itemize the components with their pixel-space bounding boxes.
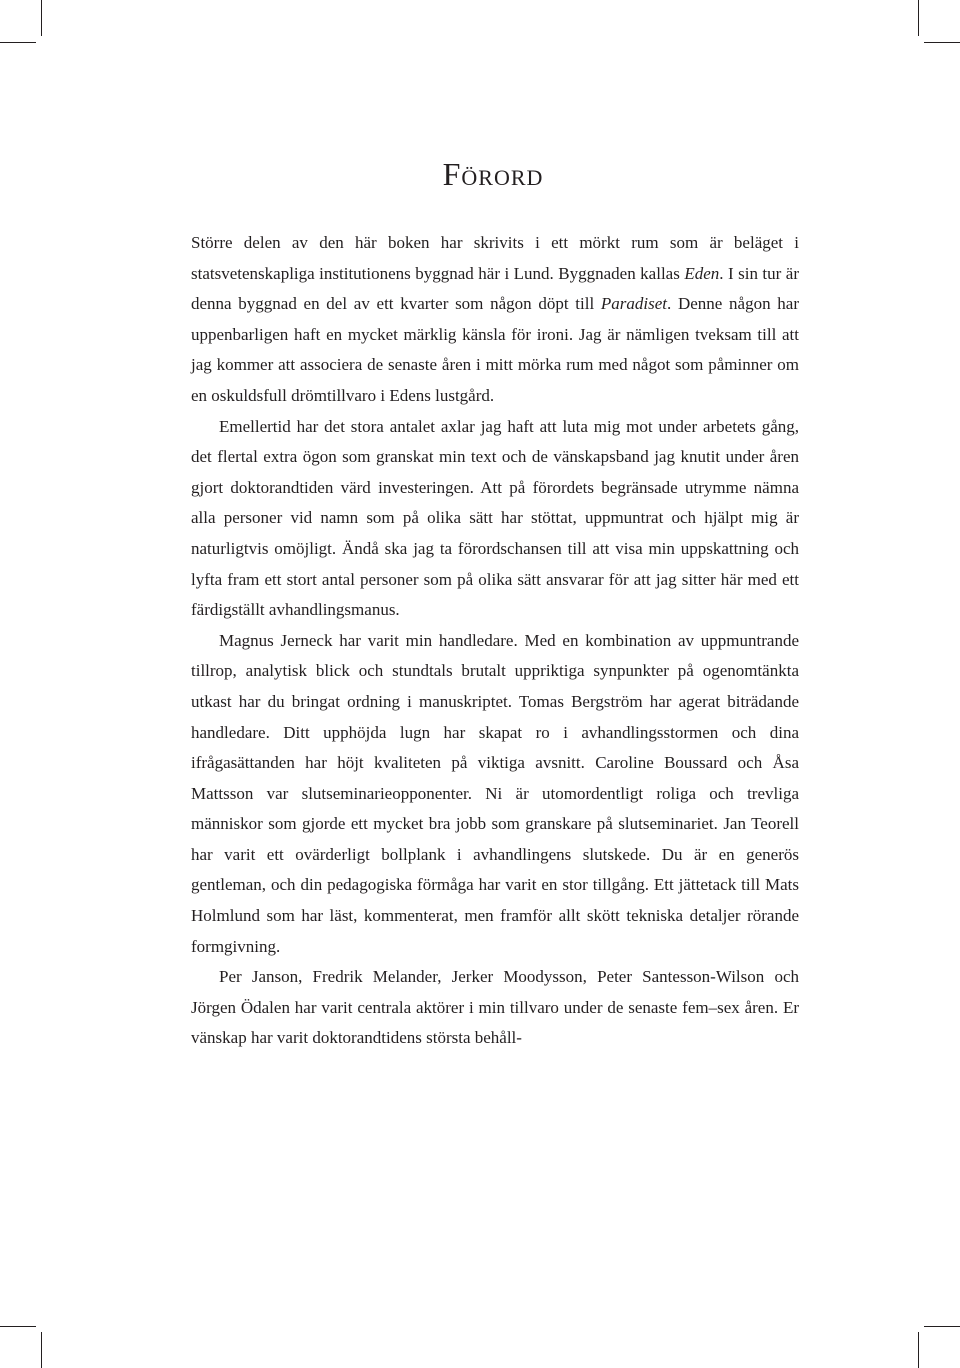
text-span: Större delen av den här boken har skrivits i ett mörkt rum som är beläget i statsvetenskapliga institutionens byggnad här i Lund. Byggnaden kallas (191, 233, 799, 283)
crop-mark (918, 1332, 919, 1368)
paragraph-4 (191, 962, 799, 1054)
paragraph-2 (191, 412, 799, 626)
crop-mark (924, 42, 960, 43)
italic-text-span: Paradiset (600, 294, 668, 314)
text-span: . I sin tur är denna byggnad en del av ett kvarter som någon döpt till (191, 263, 799, 314)
crop-mark (41, 0, 42, 36)
text-span: Per Janson, Fredrik Melander, Jerker Moodysson, Peter Santesson-Wilson och Jörgen Ödalen har varit centrala aktörer i min tillvaro under de senaste fem–sex åren. Er vänskap har varit doktorandtidens största behåll- (191, 967, 799, 1048)
text-span: . Denne någon har uppenbarligen haft en mycket märklig känsla för ironi. Jag är nämligen tveksam till att jag kommer att associera de senaste åren i mitt mörka rum med något som påminner om en oskuldsfull drömtillvaro i Edens lustgård. (191, 294, 800, 405)
crop-mark (918, 0, 919, 36)
text-span: Emellertid har det stora antalet axlar jag haft att luta mig mot under arbetets gång, det flertal extra ögon som granskat min text och de vänskapsband jag knutit under åren gjort doktorandtiden värd investeringen. Att på förordets begränsade utrymme nämna alla personer vid namn som på olika sätt har stöttat, uppmuntrat och hjälpt mig är naturligtvis omöjligt. Ändå ska jag ta förordschansen till att visa min uppskattning och lyfta fram ett stort antal personer som på olika sätt ansvarar för att jag sitter här med ett färdigställt avhandlingsmanus. (191, 416, 799, 620)
crop-mark (0, 42, 36, 43)
crop-mark (924, 1326, 960, 1327)
body-text (191, 228, 799, 1054)
text-span: Magnus Jerneck har varit min handledare. Med en kombination av uppmuntrande tillrop, analytisk blick och stundtals brutalt uppriktiga synpunkter på ogenomtänkta utkast har du bringat ordning i manuskriptet. Tomas Bergström har agerat biträdande handledare. Ditt upphöjda lugn har skapat ro i avhandlingsstormen och dina ifrågasättanden har höjt kvaliteten på viktiga avsnitt. Caroline Boussard och Åsa Mattsson var slutseminarieopponenter. Ni är utomordentligt roliga och trevliga människor som gjorde ett mycket bra jobb som granskare på slutseminariet. Jan Teorell har varit ett ovärderligt bollplank i avhandlingens slutskede. Du är en generös gentleman, och din pedagogiska förmåga har varit en stor tillgång. Ett jättetack till Mats Holmlund som har läst, kommenterat, men framför allt skött tekniska detaljer rörande formgivning. (191, 630, 799, 956)
page-title: Förord (442, 156, 544, 192)
paragraph-1 (191, 228, 799, 412)
crop-mark (0, 1326, 36, 1327)
italic-text-span: Eden (684, 263, 720, 283)
paragraph-3 (191, 626, 799, 963)
crop-mark (41, 1332, 42, 1368)
